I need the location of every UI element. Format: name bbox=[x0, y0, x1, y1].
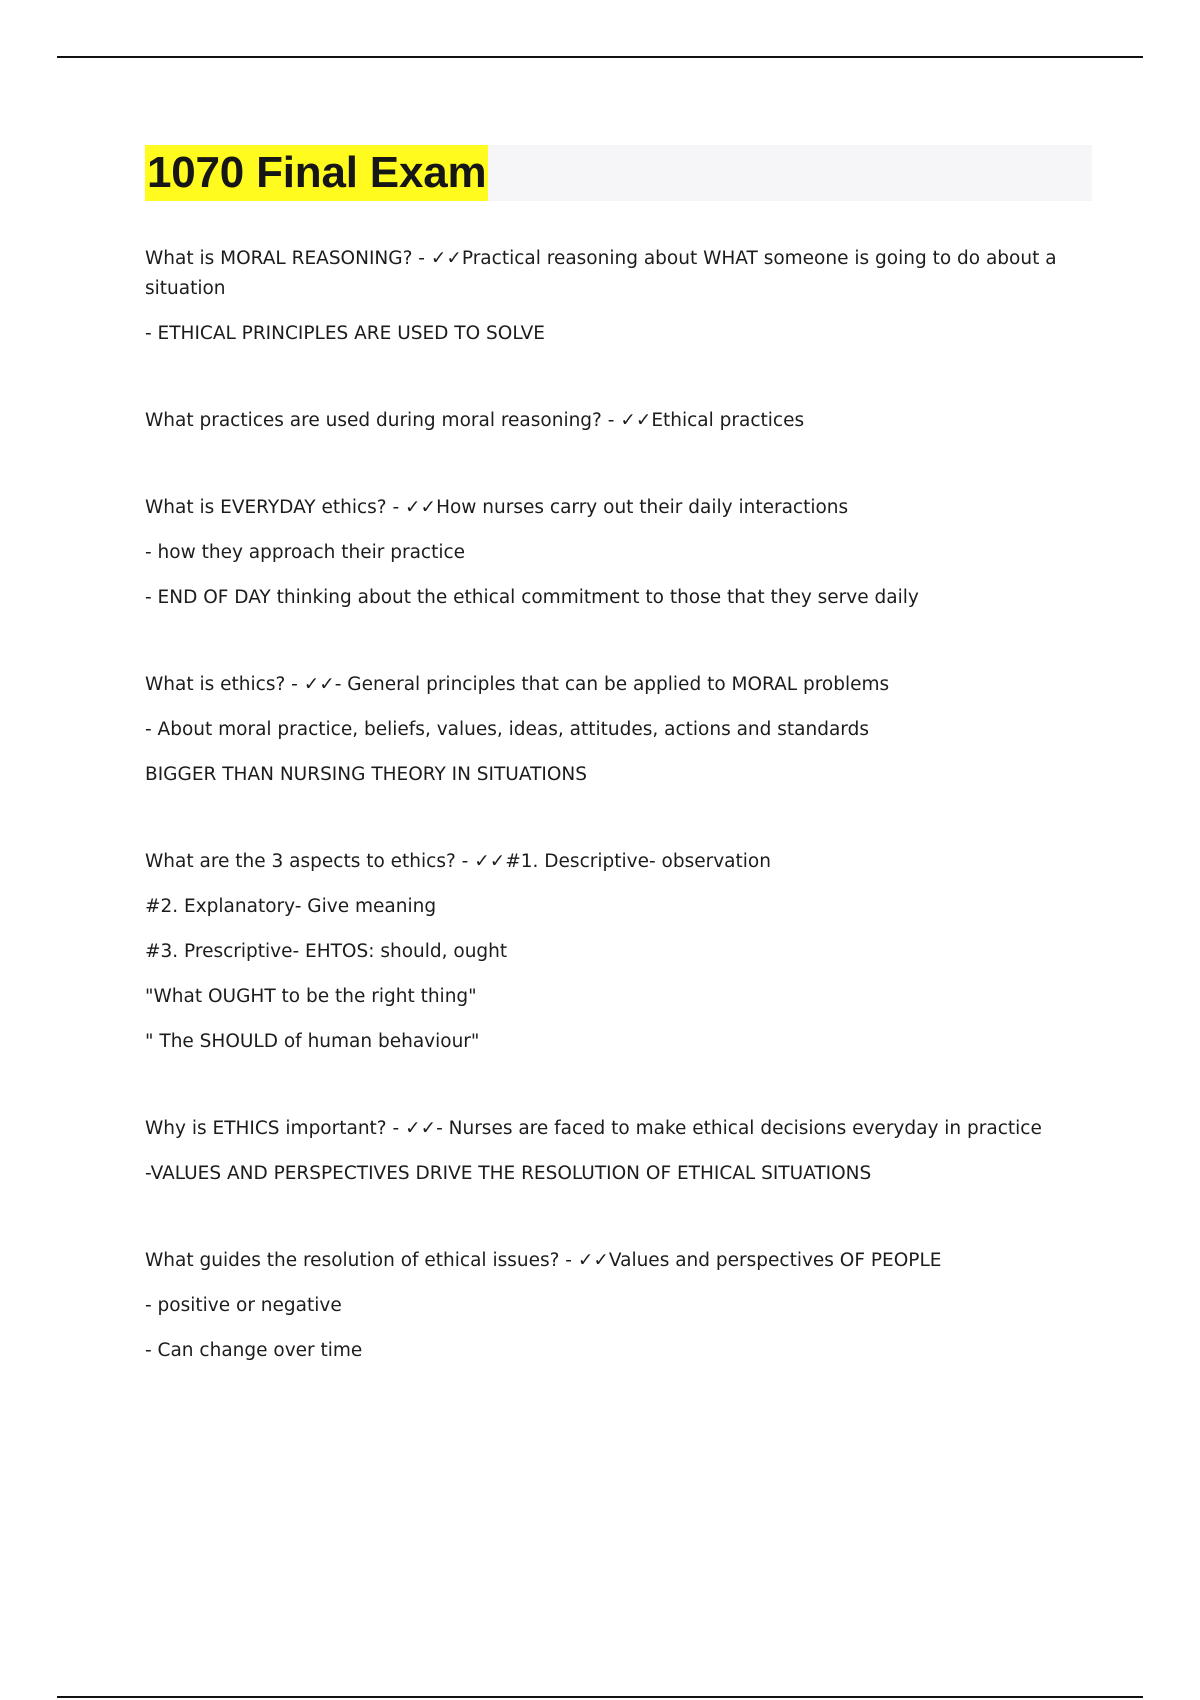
question-text: What guides the resolution of ethical issues? - bbox=[145, 1250, 578, 1271]
answer-detail-line: #2. Explanatory- Give meaning bbox=[145, 896, 437, 917]
answer-detail-line: "What OUGHT to be the right thing" bbox=[145, 986, 477, 1007]
qa-item bbox=[145, 493, 1075, 613]
question-text: What is EVERYDAY ethics? - bbox=[145, 497, 406, 518]
qa-question-line bbox=[145, 244, 1075, 304]
answer-text: Practical reasoning about WHAT someone is going to do about a situation bbox=[145, 248, 1057, 299]
check-mark-icon: ✓✓ bbox=[474, 851, 506, 872]
question-text: Why is ETHICS important? - bbox=[145, 1118, 406, 1139]
check-mark-icon: ✓✓ bbox=[620, 410, 652, 431]
answer-detail-line: - About moral practice, beliefs, values, ideas, attitudes, actions and standards bbox=[145, 719, 869, 740]
qa-question-line bbox=[145, 1114, 1075, 1144]
qa-item bbox=[145, 1246, 1075, 1366]
qa-item bbox=[145, 406, 1075, 436]
answer-detail-line: - Can change over time bbox=[145, 1340, 363, 1361]
qa-item bbox=[145, 1114, 1075, 1189]
question-text: What is MORAL REASONING? - bbox=[145, 248, 431, 269]
top-divider bbox=[57, 56, 1143, 58]
answer-text: #1. Descriptive- observation bbox=[505, 851, 771, 872]
answer-text: - General principles that can be applied to MORAL problems bbox=[334, 674, 890, 695]
page-title: 1070 Final Exam bbox=[145, 145, 488, 201]
qa-question-line bbox=[145, 493, 1075, 523]
answer-text: Ethical practices bbox=[651, 410, 805, 431]
answer-detail-line: #3. Prescriptive- EHTOS: should, ought bbox=[145, 941, 508, 962]
answer-detail-line: - END OF DAY thinking about the ethical commitment to those that they serve daily bbox=[145, 587, 919, 608]
qa-question-line bbox=[145, 406, 1075, 436]
answer-detail-line: - how they approach their practice bbox=[145, 542, 466, 563]
check-mark-icon: ✓✓ bbox=[577, 1250, 609, 1271]
qa-item bbox=[145, 670, 1075, 790]
answer-text: - Nurses are faced to make ethical decisions everyday in practice bbox=[436, 1118, 1042, 1139]
qa-question-line bbox=[145, 847, 1075, 877]
answer-text: Values and perspectives OF PEOPLE bbox=[608, 1250, 942, 1271]
answer-detail-line: - ETHICAL PRINCIPLES ARE USED TO SOLVE bbox=[145, 323, 545, 344]
flashcard-list bbox=[145, 244, 1075, 1366]
qa-item bbox=[145, 244, 1075, 349]
check-mark-icon: ✓✓ bbox=[430, 248, 462, 269]
qa-question-line bbox=[145, 1246, 1075, 1276]
answer-text: How nurses carry out their daily interactions bbox=[436, 497, 849, 518]
question-text: What is ethics? - bbox=[145, 674, 304, 695]
answer-detail-line: - positive or negative bbox=[145, 1295, 342, 1316]
answer-detail-line: " The SHOULD of human behaviour" bbox=[145, 1031, 480, 1052]
check-mark-icon: ✓✓ bbox=[405, 497, 437, 518]
check-mark-icon: ✓✓ bbox=[405, 1118, 437, 1139]
qa-question-line bbox=[145, 670, 1075, 700]
answer-detail-line: -VALUES AND PERSPECTIVES DRIVE THE RESOLUTION OF ETHICAL SITUATIONS bbox=[145, 1163, 872, 1184]
check-mark-icon: ✓✓ bbox=[303, 674, 335, 695]
qa-item bbox=[145, 847, 1075, 1057]
answer-detail-line: BIGGER THAN NURSING THEORY IN SITUATIONS bbox=[145, 764, 587, 785]
question-text: What practices are used during moral reasoning? - bbox=[145, 410, 621, 431]
bottom-divider bbox=[57, 1696, 1143, 1698]
question-text: What are the 3 aspects to ethics? - bbox=[145, 851, 475, 872]
